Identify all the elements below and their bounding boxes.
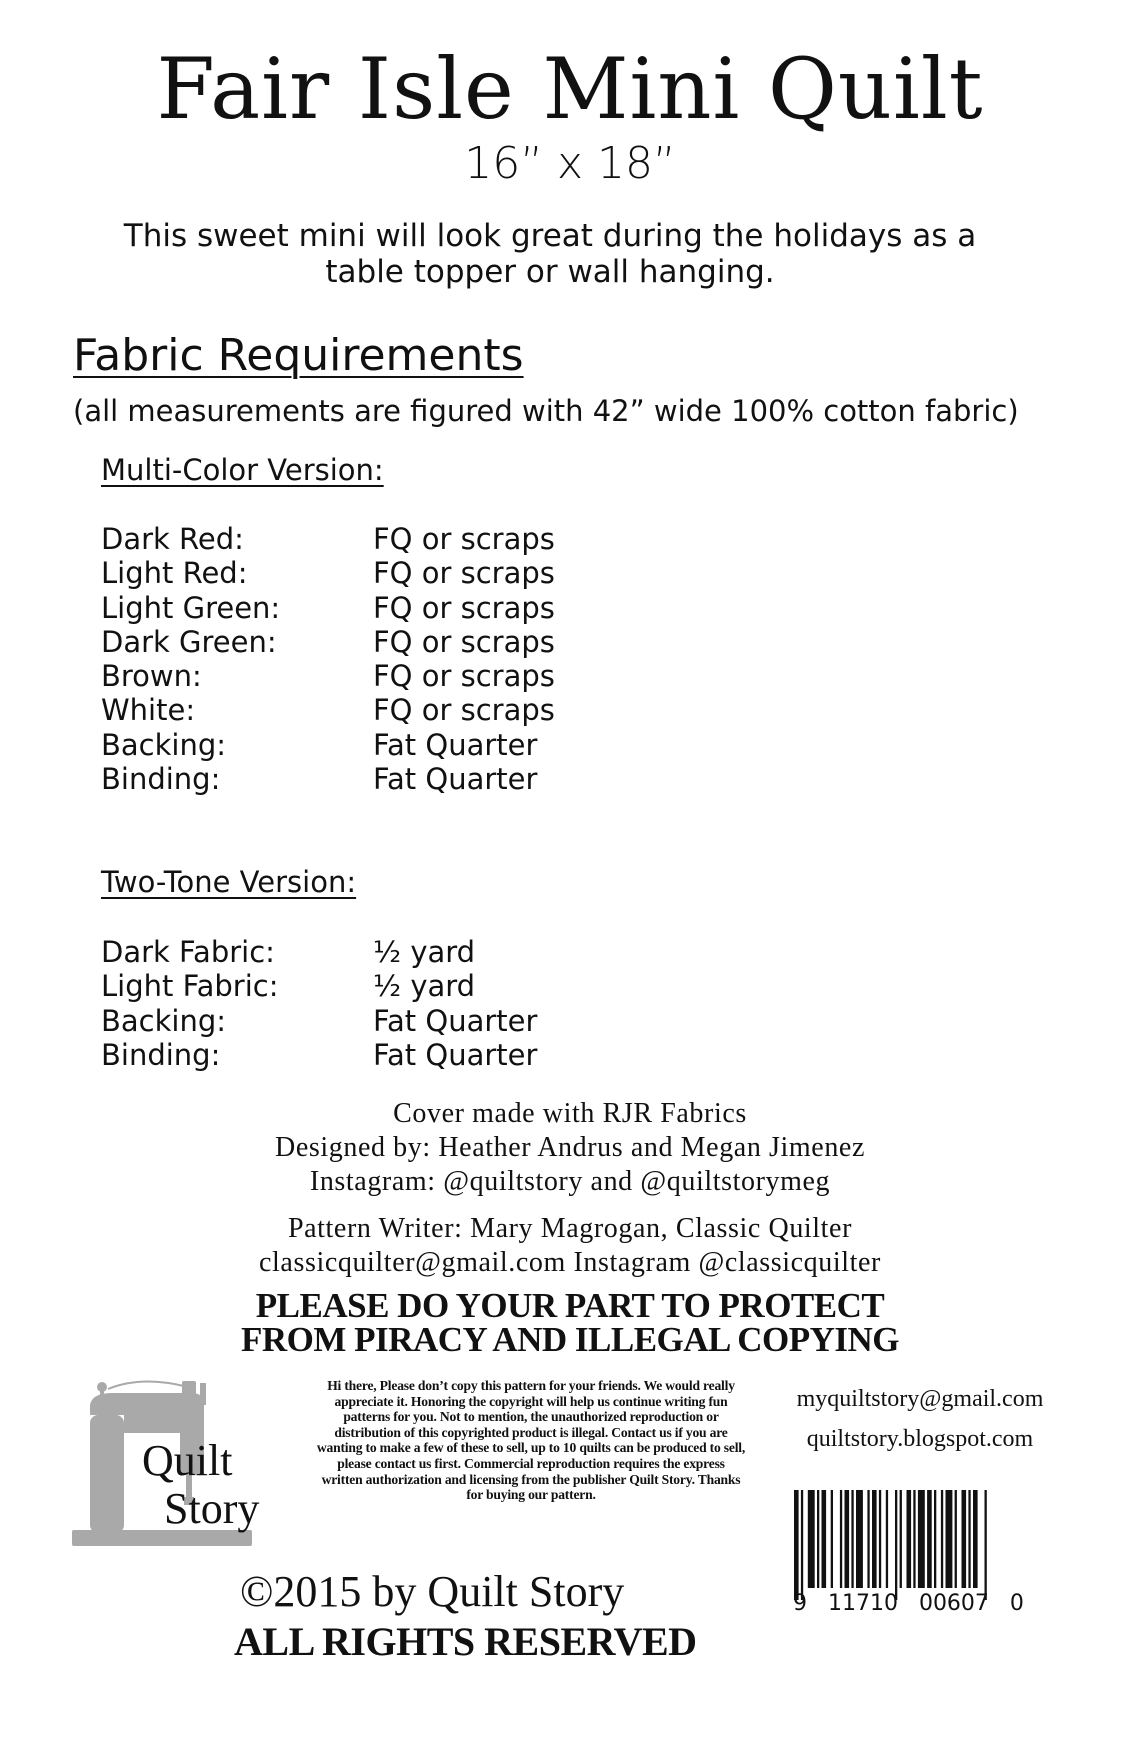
requirement-value: FQ or scraps	[373, 693, 555, 728]
barcode-bar	[886, 1490, 888, 1588]
barcode-digits: 9 11710 00607 0	[793, 1591, 1024, 1616]
barcode-bar	[927, 1490, 932, 1588]
barcode-bar	[840, 1490, 842, 1588]
barcode-bar	[973, 1490, 978, 1588]
requirement-label: Binding:	[101, 762, 221, 797]
two-tone-requirements-list	[101, 935, 701, 1072]
barcode-bar	[831, 1490, 833, 1588]
requirement-row	[101, 935, 701, 969]
requirement-row	[101, 591, 701, 625]
requirement-row	[101, 728, 701, 762]
requirement-value: ½ yard	[373, 969, 476, 1004]
requirement-value: FQ or scraps	[373, 659, 555, 694]
requirement-row	[101, 969, 701, 1003]
requirement-row	[101, 693, 701, 727]
requirement-row	[101, 625, 701, 659]
requirement-label: Binding:	[101, 1037, 221, 1072]
requirement-label: Backing:	[101, 727, 227, 762]
requirement-label: White:	[101, 693, 196, 728]
contact-email: myquiltstory@gmail.com	[796, 1386, 1044, 1412]
barcode-bar	[794, 1490, 799, 1600]
barcode-bar	[822, 1490, 827, 1588]
requirement-value: Fat Quarter	[373, 1003, 538, 1038]
requirement-value: Fat Quarter	[373, 1037, 538, 1072]
requirement-label: Dark Green:	[101, 624, 277, 659]
two-tone-version-title: Two-Tone Version:	[101, 865, 357, 899]
barcode-bar	[900, 1490, 902, 1588]
barcode-bar	[879, 1490, 881, 1588]
credit-writer-contact: classicquilter@gmail.com Instagram @classicquilter	[259, 1247, 881, 1278]
barcode-bar	[851, 1490, 853, 1588]
requirement-value: ½ yard	[373, 935, 476, 969]
barcode-bar	[913, 1490, 915, 1588]
barcode-bar	[856, 1490, 863, 1588]
barcode-bar	[934, 1490, 936, 1588]
barcode-bar	[845, 1490, 850, 1588]
requirement-label: Dark Red:	[101, 522, 244, 556]
barcode-bar	[918, 1490, 925, 1588]
barcode-bar	[946, 1490, 953, 1588]
requirement-row	[101, 659, 701, 693]
requirement-label: Light Red:	[101, 556, 248, 591]
barcode-bar	[872, 1490, 877, 1588]
fabric-note: (all measurements are figured with 42” wide 100% cotton fabric)	[73, 394, 1019, 428]
credit-designers: Designed by: Heather Andrus and Megan Jimenez	[275, 1132, 865, 1163]
requirement-value: Fat Quarter	[373, 762, 538, 797]
credit-cover: Cover made with RJR Fabrics	[393, 1098, 747, 1129]
requirement-label: Light Green:	[101, 590, 281, 625]
barcode-bar	[907, 1490, 912, 1588]
requirement-value: FQ or scraps	[373, 624, 555, 659]
multi-color-requirements-list	[101, 522, 701, 796]
barcode-bar	[962, 1490, 967, 1588]
intro-text: This sweet mini will look great during the holidays as a table topper or wall hanging.	[123, 218, 977, 290]
requirement-value: FQ or scraps	[373, 522, 555, 556]
barcode-bar	[817, 1490, 819, 1588]
barcode-bar	[867, 1490, 869, 1588]
copyright-line: ©2015 by Quilt Story	[240, 1567, 625, 1616]
quilt-size: 16” x 18”	[464, 138, 676, 189]
requirement-value: Fat Quarter	[373, 727, 538, 762]
barcode-bar	[895, 1490, 897, 1600]
piracy-warning-line-1: PLEASE DO YOUR PART TO PROTECT	[255, 1286, 885, 1325]
barcode-bar	[985, 1490, 987, 1600]
all-rights-reserved: ALL RIGHTS RESERVED	[234, 1619, 697, 1664]
barcode-bar	[808, 1490, 815, 1588]
requirement-value: FQ or scraps	[373, 556, 555, 591]
requirement-row	[101, 762, 701, 796]
requirement-label: Light Fabric:	[101, 969, 279, 1004]
sewing-machine-icon	[72, 1375, 312, 1555]
requirement-row	[101, 522, 701, 556]
barcode-bar	[955, 1490, 957, 1588]
barcode-bar	[968, 1490, 970, 1588]
requirement-value: FQ or scraps	[373, 590, 555, 625]
piracy-warning-line-2: FROM PIRACY AND ILLEGAL COPYING	[241, 1320, 899, 1359]
credit-instagram: Instagram: @quiltstory and @quiltstorymeg	[309, 1166, 831, 1197]
credit-pattern-writer: Pattern Writer: Mary Magrogan, Classic Quilter	[287, 1213, 853, 1244]
requirement-row	[101, 556, 701, 590]
barcode-bar	[941, 1490, 943, 1588]
requirement-label: Backing:	[101, 1003, 227, 1038]
page-title: Fair Isle Mini Quilt	[156, 40, 984, 138]
fabric-requirements-heading: Fabric Requirements	[73, 330, 524, 381]
requirement-row	[101, 1038, 701, 1072]
multi-color-version-title: Multi-Color Version:	[101, 453, 384, 487]
quilt-story-logo	[72, 1375, 312, 1555]
barcode-bar	[801, 1490, 803, 1600]
requirement-label: Brown:	[101, 659, 202, 694]
logo-text-quilt: Quilt	[142, 1436, 233, 1485]
contact-blog: quiltstory.blogspot.com	[806, 1426, 1034, 1452]
requirement-label: Dark Fabric:	[101, 935, 275, 969]
requirement-row	[101, 1004, 701, 1038]
copyright-notice: Hi there, Please don’t copy this pattern for your friends. We would really appreciate it. Honoring the copyright will help us continue writing fun patterns for you. Not to mention, the unauthorized reproduction or distribution of this copyrighted product is illegal. Contact us if you are wanting to make a few of these to sell, up to 10 quilts can be produced to sell, please contact us first. Commercial reproduction requires the express written authorization and licensing from the publisher Quilt Story. Thanks for buying our pattern.	[316, 1378, 746, 1503]
logo-text-story: Story	[164, 1484, 260, 1533]
barcode	[790, 1490, 1080, 1600]
